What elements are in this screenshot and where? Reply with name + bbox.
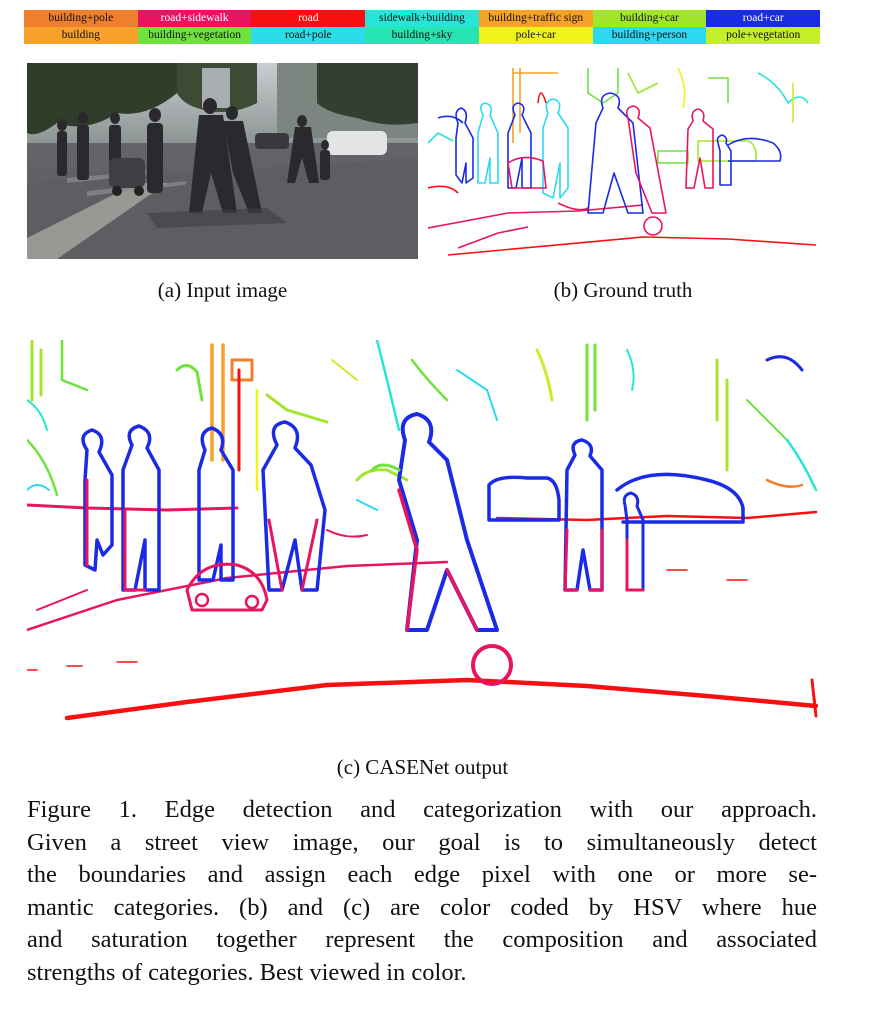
caption-b: (b) Ground truth	[553, 278, 693, 302]
legend-item: building+vegetation	[138, 27, 252, 44]
figure-caption-line: mantic categories. (b) and (c) are color coded by HSV where hue	[27, 893, 817, 921]
figure-caption	[27, 794, 817, 989]
category-legend	[24, 10, 820, 44]
figure-caption-line: strengths of categories. Best viewed in color.	[27, 958, 467, 986]
legend-item: building+car	[593, 10, 707, 27]
legend-item: road	[251, 10, 365, 27]
legend-item: building+traffic sign	[479, 10, 593, 27]
legend-item: building+person	[593, 27, 707, 44]
ground-truth-edge-map	[428, 63, 818, 260]
caption-a: (a) Input image	[157, 278, 288, 302]
legend-item: pole+vegetation	[706, 27, 820, 44]
legend-item: sidewalk+building	[365, 10, 479, 27]
legend-item: building+sky	[365, 27, 479, 44]
legend-row-2	[24, 27, 820, 44]
input-image	[27, 63, 418, 259]
legend-item: road+car	[706, 10, 820, 27]
casenet-output-panel	[27, 340, 818, 722]
input-image-panel	[27, 63, 418, 259]
casenet-edge-map	[27, 340, 818, 722]
ground-truth-panel	[428, 63, 818, 260]
legend-item: pole+car	[479, 27, 593, 44]
caption-c: (c) CASENet output	[336, 755, 509, 779]
figure-caption-line: the boundaries and assign each edge pixel with one or more se-	[27, 861, 817, 889]
legend-item: building	[24, 27, 138, 44]
legend-item: building+pole	[24, 10, 138, 27]
legend-item: road+pole	[251, 27, 365, 44]
legend-item: road+sidewalk	[138, 10, 252, 27]
figure-caption-line: and saturation together represent the composition and associated	[27, 926, 817, 954]
legend-row-1	[24, 10, 820, 27]
figure-caption-line: Figure 1. Edge detection and categorization with our approach.	[27, 796, 817, 823]
figure-caption-line: Given a street view image, our goal is to simultaneously detect	[27, 828, 817, 856]
